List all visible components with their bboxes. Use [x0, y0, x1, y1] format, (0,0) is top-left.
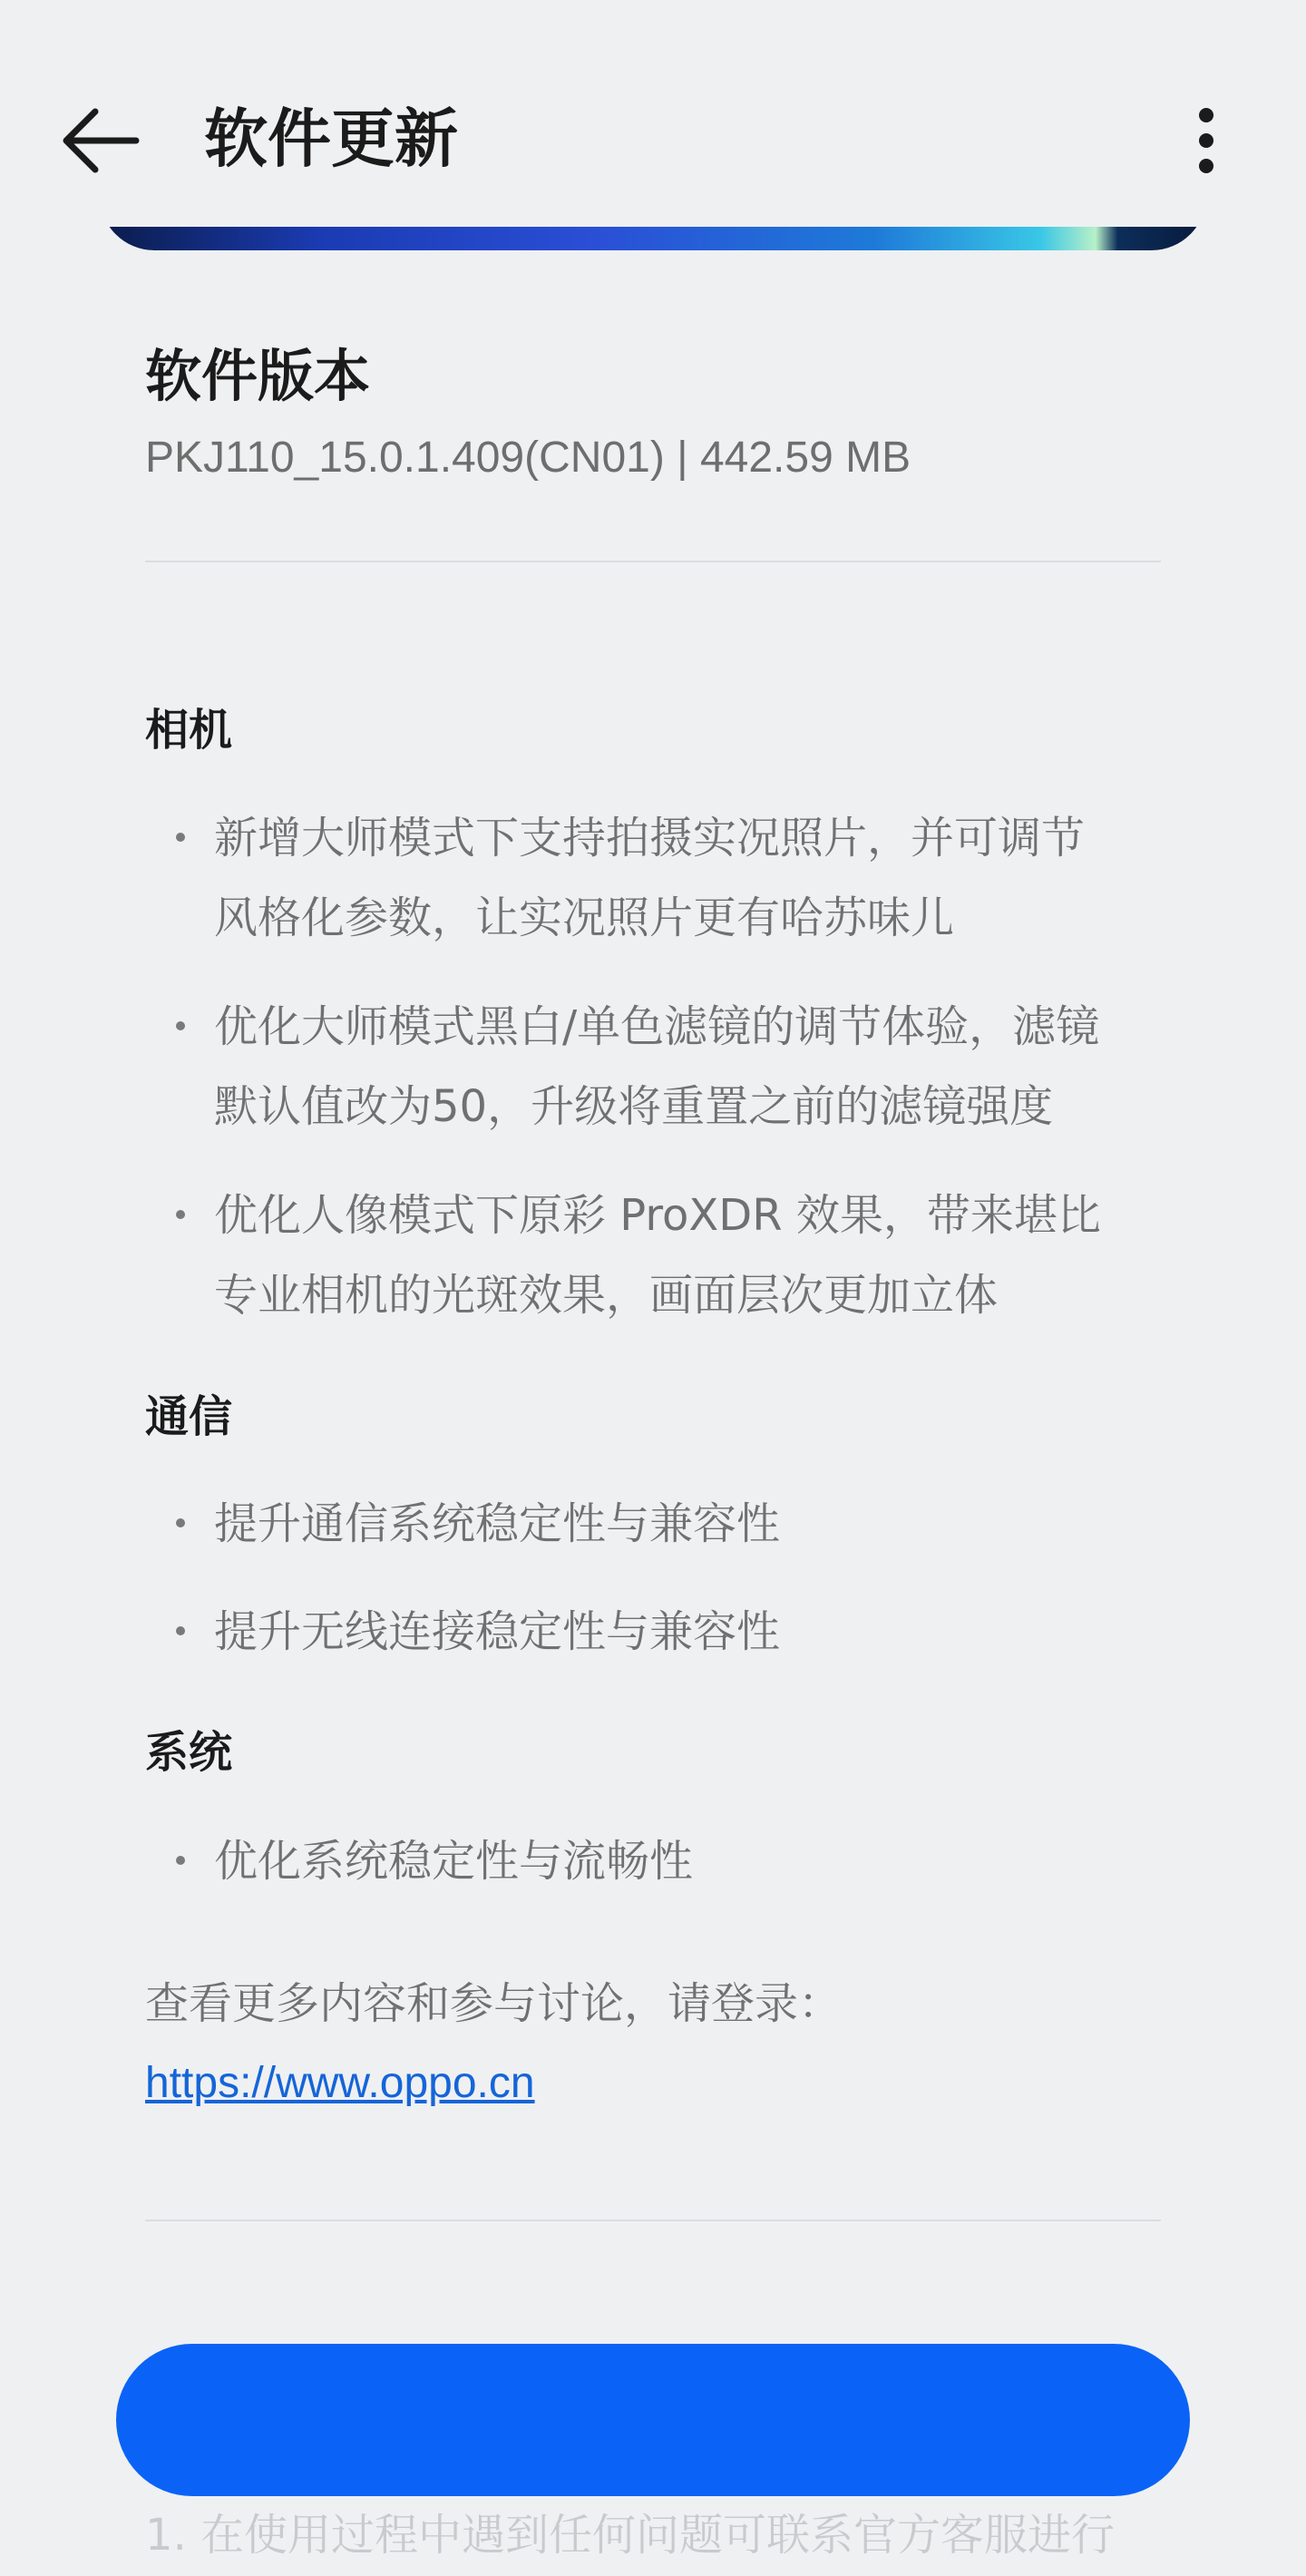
- divider: [145, 2220, 1161, 2221]
- list-item-text: 新增大师模式下支持拍摄实况照片，并可调节 风格化参数，让实况照片更有哈苏味儿: [214, 813, 1086, 943]
- list-item-text: 优化人像模式下原彩 ProXDR 效果，带来堪比 专业相机的光斑效果，画面层次更加立体: [214, 1190, 1101, 1321]
- list-item: [145, 1176, 1161, 1335]
- arrow-left-icon: [59, 104, 141, 177]
- app-bar: [0, 0, 1306, 227]
- software-version-label: 软件版本: [145, 343, 371, 409]
- bullet-icon: [176, 1626, 185, 1635]
- list-item: [145, 798, 1161, 958]
- bullet-icon: [176, 1210, 185, 1219]
- divider: [145, 561, 1161, 562]
- list-item-text: 提升无线连接稳定性与兼容性: [214, 1606, 781, 1657]
- list-item-text: 优化系统稳定性与流畅性: [214, 1836, 694, 1887]
- bullet-icon: [176, 1021, 185, 1030]
- more-options-button[interactable]: [1170, 95, 1243, 186]
- bullet-icon: [176, 833, 185, 842]
- page-title: 软件更新: [204, 102, 458, 176]
- footer-note: 1. 在使用过程中遇到任何问题可联系官方客服进行: [145, 2510, 1116, 2561]
- section-title-camera: 相机: [145, 705, 233, 756]
- list-item: [145, 1484, 1161, 1564]
- list-item: [145, 987, 1161, 1147]
- list-item-text: 优化大师模式黑白/单色滤镜的调节体验，滤镜 默认值改为50，升级将重置之前的滤镜强度: [214, 1001, 1100, 1132]
- software-version-value: PKJ110_15.0.1.409(CN01) | 442.59 MB: [145, 434, 911, 482]
- list-item: [145, 1592, 1161, 1672]
- bullet-icon: [176, 1856, 185, 1865]
- list-item: [145, 1821, 1161, 1901]
- bullet-icon: [176, 1518, 185, 1527]
- section-title-system: 系统: [145, 1727, 233, 1778]
- back-button[interactable]: [54, 95, 145, 186]
- section-title-communication: 通信: [145, 1391, 233, 1442]
- more-vertical-icon: [1193, 104, 1220, 177]
- more-info-text: 查看更多内容和参与讨论，请登录：: [145, 1978, 843, 2029]
- oppo-community-link[interactable]: https://www.oppo.cn: [145, 2059, 535, 2107]
- update-button[interactable]: [116, 2344, 1190, 2496]
- list-item-text: 提升通信系统稳定性与兼容性: [214, 1498, 781, 1549]
